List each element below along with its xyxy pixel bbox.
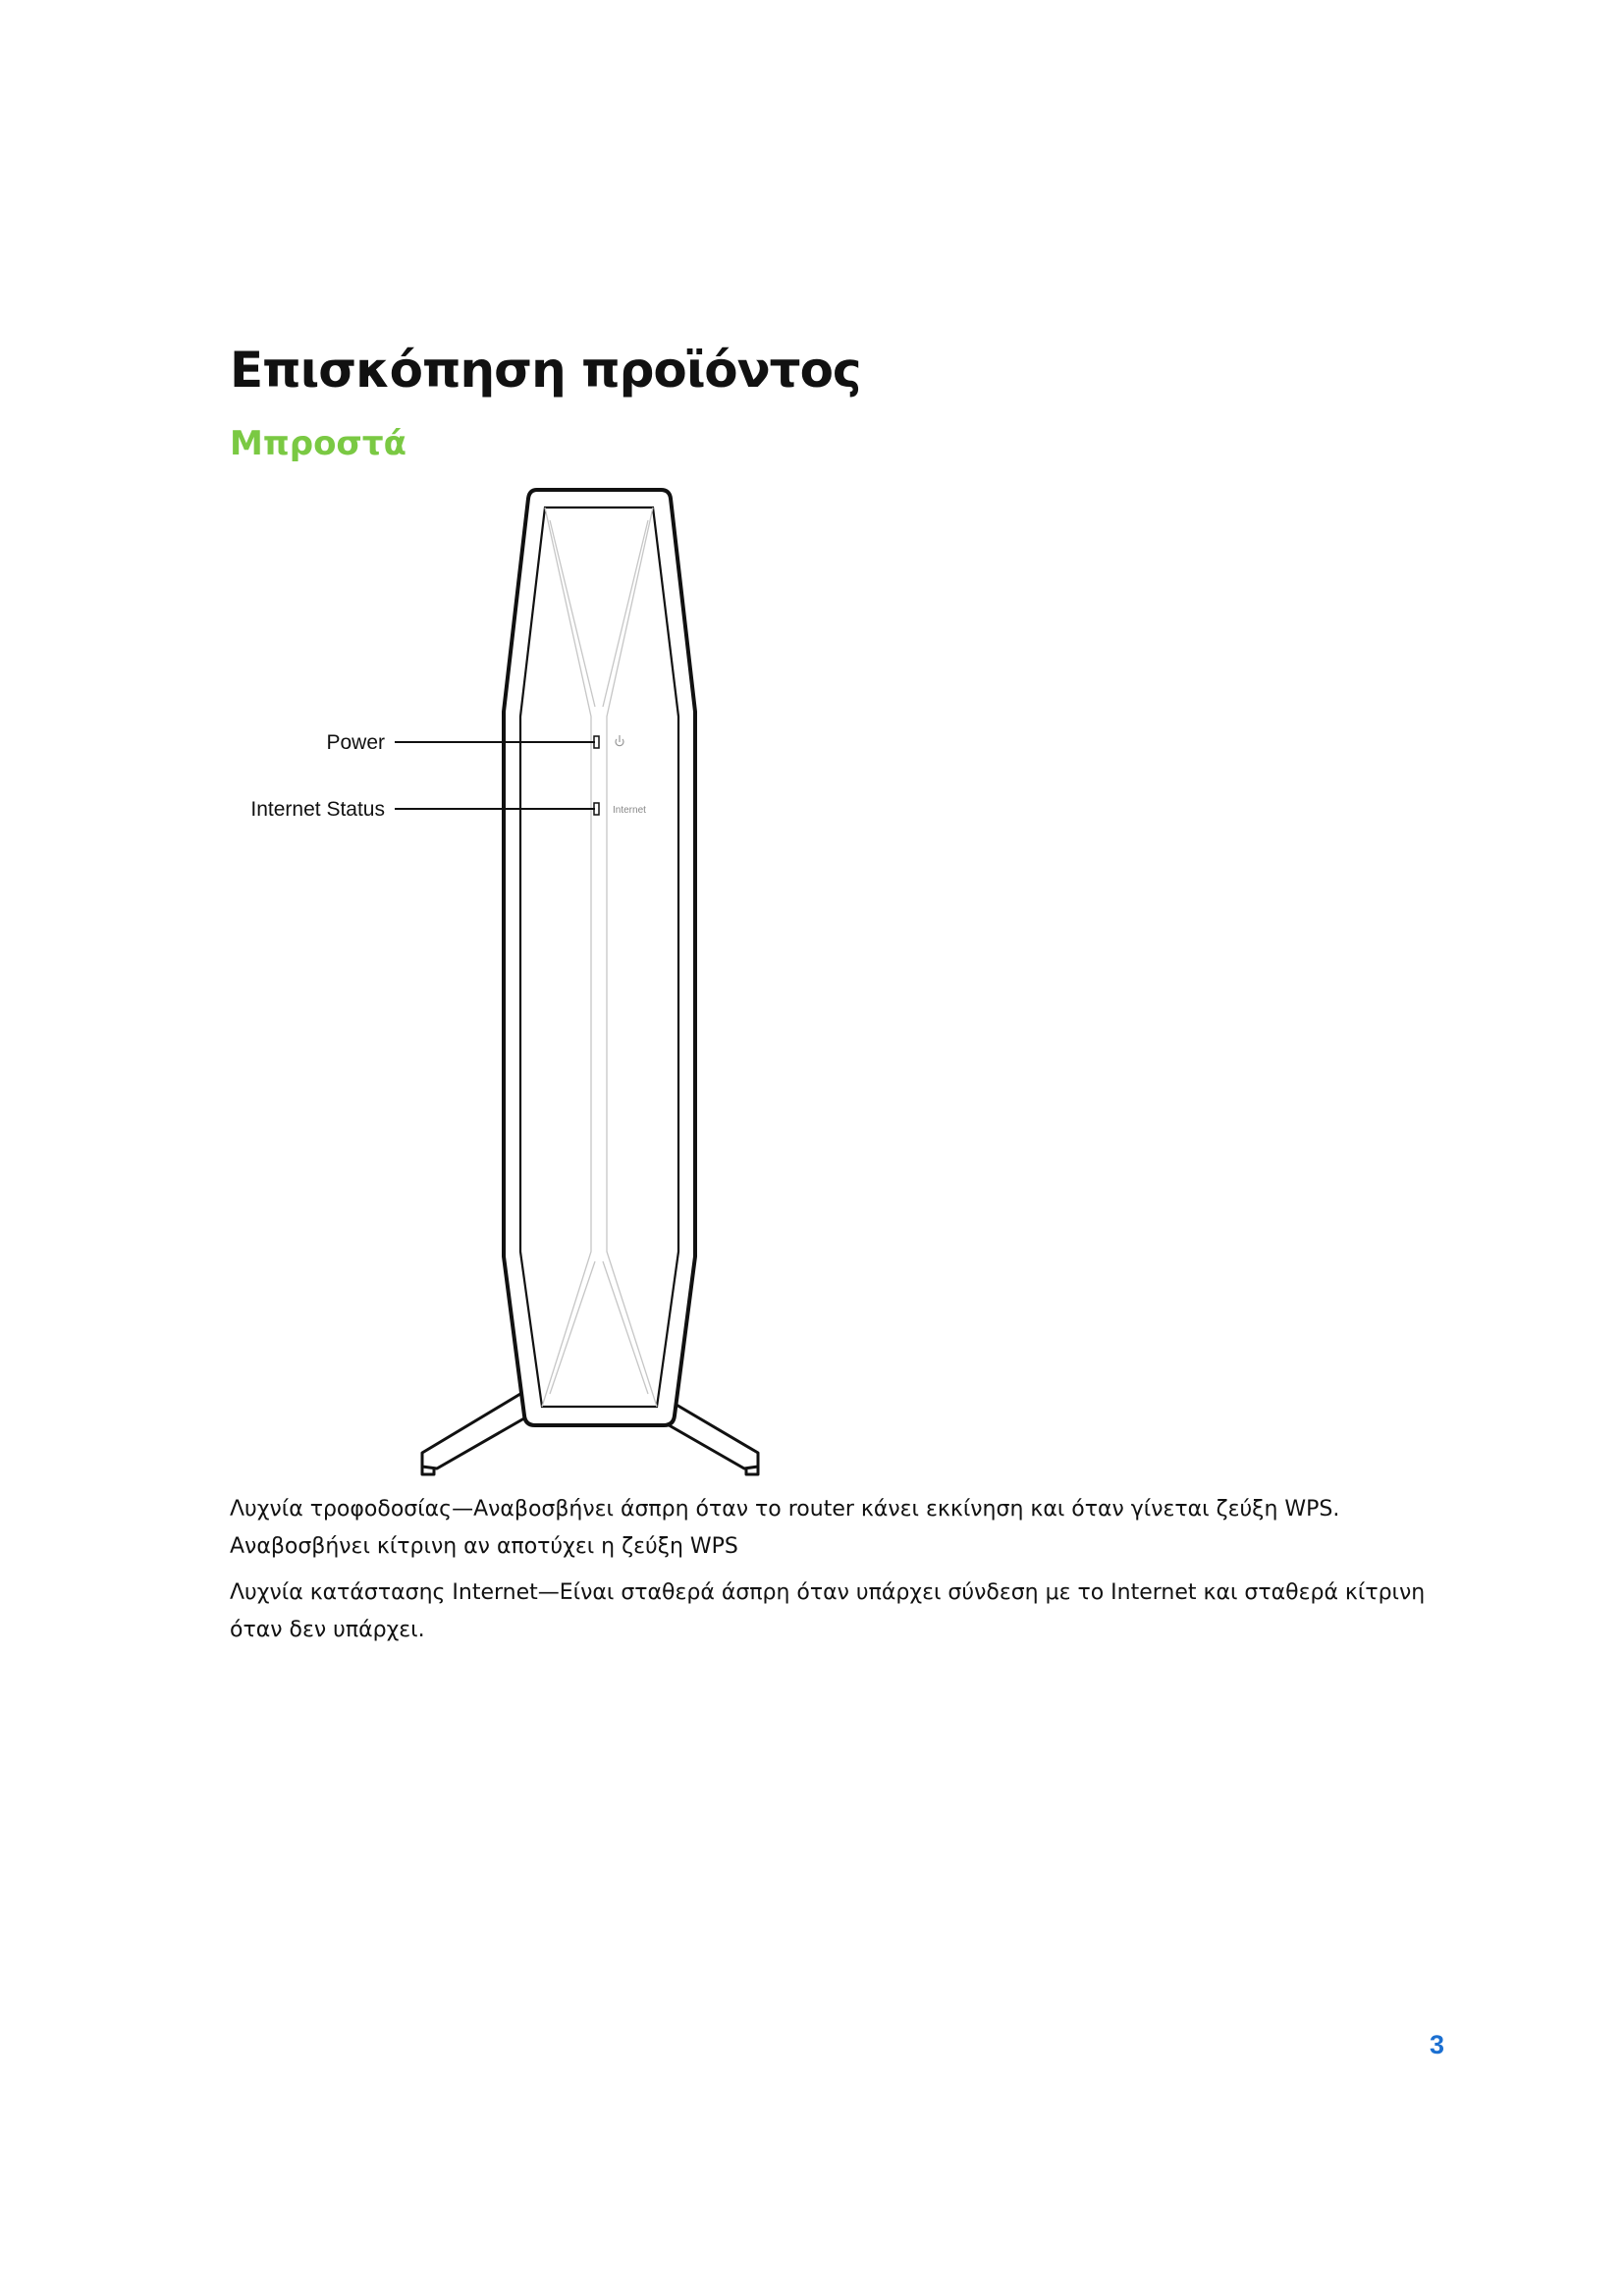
page-title: Επισκόπηση προϊόντος [230,342,861,399]
router-outer-shell [504,490,695,1425]
internet-led-description: Λυχνία κατάστασης Internet—Είναι σταθερά άσπρη όταν υπάρχει σύνδεση με το Internet και σταθερά κίτρινη όταν δεν υπάρχει. [230,1580,1426,1642]
internet-status-callout-label: Internet Status [250,798,385,821]
power-led-description: Λυχνία τροφοδοσίας—Αναβοσβήνει άσπρη όταν το router κάνει εκκίνηση και όταν γίνεται ζεύξη WPS. Αναβοσβήνει κίτρινη αν αποτύχει η ζεύξη WPS [230,1497,1340,1559]
router-front-illustration [226,481,785,1492]
section-title: Μπροστά [230,424,406,463]
page-number: 3 [1430,2030,1445,2059]
router-front-figure [226,481,785,1492]
internet-device-label: Internet [613,805,646,816]
power-callout-label: Power [326,731,385,754]
